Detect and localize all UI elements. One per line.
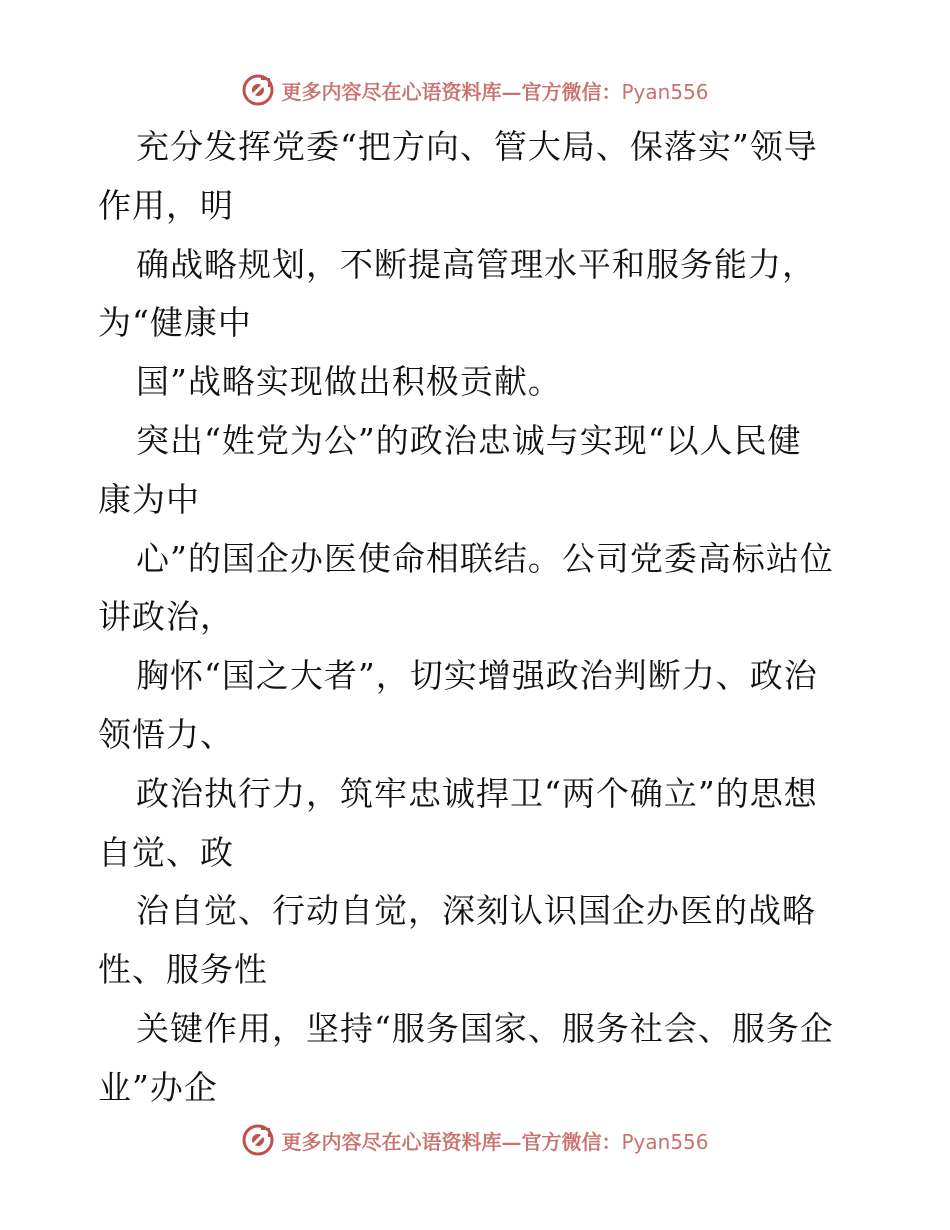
footer-watermark — [0, 1120, 950, 1160]
banner-text: 更多内容尽在心语资料库—官方微信： — [281, 1129, 622, 1154]
text-line: 康为中 — [98, 479, 200, 519]
text-line: 性、服务性 — [98, 950, 268, 990]
banner-text: 更多内容尽在心语资料库—官方微信： — [281, 79, 622, 104]
text-line: 讲政治， — [98, 597, 234, 637]
text-line: 为“健康中 — [98, 303, 252, 343]
text-line: 业”办企 — [98, 1067, 218, 1107]
document-body — [98, 118, 858, 1118]
text-line: 自觉、政 — [98, 832, 234, 872]
header-watermark — [0, 70, 950, 110]
text-line: 领悟力、 — [98, 714, 234, 754]
text-line: 作用，明 — [98, 185, 234, 225]
logo-icon — [241, 73, 275, 107]
text-line: 突出“姓党为公”的政治忠诚与实现“以人民健 — [136, 420, 802, 460]
text-line: 充分发挥党委“把方向、管大局、保落实”领导 — [136, 127, 818, 166]
banner-wechat: Pyan556 — [621, 79, 709, 104]
banner-wechat: Pyan556 — [621, 1129, 709, 1154]
text-line: 国”战略实现做出积极贡献。 — [136, 362, 562, 402]
logo-icon — [241, 1123, 275, 1157]
text-line: 治自觉、行动自觉，深刻认识国企办医的战略 — [136, 891, 816, 931]
text-line: 关键作用，坚持“服务国家、服务社会、服务企 — [136, 1008, 834, 1048]
text-line: 心”的国企办医使命相联结。公司党委高标站位 — [136, 538, 834, 578]
text-line: 确战略规划，不断提高管理水平和服务能力， — [136, 244, 816, 284]
text-line: 政治执行力，筑牢忠诚捍卫“两个确立”的思想 — [136, 773, 818, 813]
text-line: 胸怀“国之大者”，切实增强政治判断力、政治 — [136, 656, 818, 696]
